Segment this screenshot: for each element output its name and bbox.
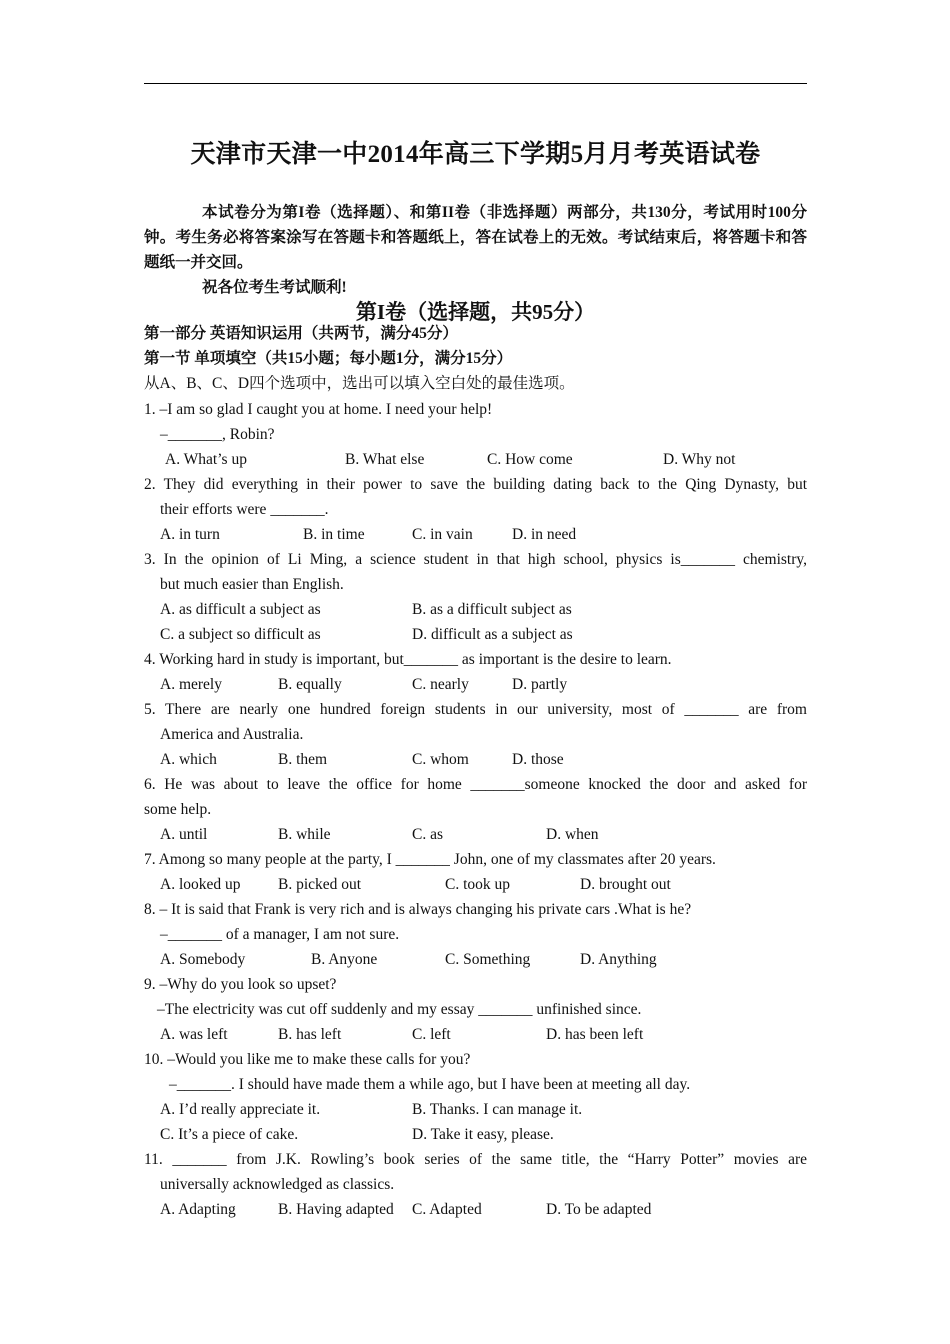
question-3-stem-cont: but much easier than English. <box>160 576 344 593</box>
question-9-option-b[interactable]: B. has left <box>278 1026 342 1043</box>
question-10-option-a[interactable]: A. I’d really appreciate it. <box>160 1101 321 1118</box>
question-6-stem: 6. He was about to leave the office for home _______someone knocked the door and asked for <box>144 776 807 793</box>
question-4-stem: 4. Working hard in study is important, but_______ as important is the desire to learn. <box>144 651 672 668</box>
question-5-option-b[interactable]: B. them <box>278 751 328 768</box>
question-11-option-d[interactable]: D. To be adapted <box>546 1201 652 1218</box>
header-rule <box>144 83 807 84</box>
question-4-option-c[interactable]: C. nearly <box>412 676 469 693</box>
question-5-option-a[interactable]: A. which <box>160 751 217 768</box>
question-4-option-d[interactable]: D. partly <box>512 676 568 693</box>
question-6-option-b[interactable]: B. while <box>278 826 331 843</box>
question-8-option-d[interactable]: D. Anything <box>580 951 657 968</box>
question-7-option-b[interactable]: B. picked out <box>278 876 362 893</box>
question-10-option-c[interactable]: C. It’s a piece of cake. <box>160 1126 299 1143</box>
question-4-option-a[interactable]: A. merely <box>160 676 222 693</box>
question-7-option-c[interactable]: C. took up <box>445 876 511 893</box>
question-11-option-c[interactable]: C. Adapted <box>412 1201 482 1218</box>
page-title: 天津市天津一中2014年高三下学期5月月考英语试卷 <box>190 141 761 168</box>
question-2-option-a[interactable]: A. in turn <box>160 526 220 543</box>
question-5-option-d[interactable]: D. those <box>512 751 564 768</box>
subsection-heading: 第一节 单项填空（共15小题；每小题1分，满分15分） <box>144 350 513 367</box>
question-6-stem-cont: some help. <box>144 801 212 818</box>
question-1-option-c[interactable]: C. How come <box>487 451 573 468</box>
question-11-option-b[interactable]: B. Having adapted <box>278 1201 394 1218</box>
question-9-option-c[interactable]: C. left <box>412 1026 451 1043</box>
question-5-stem: 5. There are nearly one hundred foreign students in our university, most of _______ are from <box>144 701 807 718</box>
instruction-text: 从A、B、C、D四个选项中，选出可以填入空白处的最佳选项。 <box>144 375 575 392</box>
question-4-option-b[interactable]: B. equally <box>278 676 342 693</box>
question-10-option-d[interactable]: D. Take it easy, please. <box>412 1126 554 1143</box>
question-6-option-c[interactable]: C. as <box>412 826 443 843</box>
question-8-stem: 8. – It is said that Frank is very rich and is always changing his private cars .What is he? <box>144 901 692 918</box>
question-5-option-c[interactable]: C. whom <box>412 751 469 768</box>
question-3-option-d[interactable]: D. difficult as a subject as <box>412 626 573 643</box>
question-8-option-c[interactable]: C. Something <box>445 951 531 968</box>
question-1-option-d[interactable]: D. Why not <box>663 451 736 468</box>
question-9-option-a[interactable]: A. was left <box>160 1026 228 1043</box>
question-2-option-c[interactable]: C. in vain <box>412 526 473 543</box>
intro-wish: 祝各位考生考试顺利! <box>202 279 347 296</box>
question-1-option-b[interactable]: B. What else <box>345 451 425 468</box>
question-2-stem: 2. They did everything in their power to save the building dating back to the Qing Dynasty, but <box>144 476 807 493</box>
question-2-option-d[interactable]: D. in need <box>512 526 577 543</box>
question-9-option-d[interactable]: D. has been left <box>546 1026 644 1043</box>
question-2-stem-cont: their efforts were _______. <box>160 501 329 518</box>
question-10-option-b[interactable]: B. Thanks. I can manage it. <box>412 1101 583 1118</box>
question-10-stem: 10. –Would you like me to make these calls for you? <box>144 1051 471 1068</box>
question-7-option-d[interactable]: D. brought out <box>580 876 671 893</box>
question-6-option-d[interactable]: D. when <box>546 826 599 843</box>
part-heading: 第一部分 英语知识运用（共两节，满分45分） <box>144 325 458 342</box>
question-8-option-b[interactable]: B. Anyone <box>311 951 378 968</box>
intro-paragraph: 本试卷分为第I卷（选择题）、和第II卷（非选择题）两部分，共130分，考试用时100分钟。考生务必将答案涂写在答题卡和答题纸上，答在试卷上的无效。考试结束后，将答题卡和答题纸一并交回。 <box>144 204 807 271</box>
question-11-option-a[interactable]: A. Adapting <box>160 1201 236 1218</box>
question-6-option-a[interactable]: A. until <box>160 826 208 843</box>
question-2-option-b[interactable]: B. in time <box>303 526 365 543</box>
section-title: 第I卷（选择题，共95分） <box>355 300 596 324</box>
question-3-stem: 3. In the opinion of Li Ming, a science student in that high school, physics is_______ chemistry, <box>144 551 807 568</box>
question-1-option-a[interactable]: A. What’s up <box>165 451 247 468</box>
exam-intro <box>144 200 807 300</box>
question-7-option-a[interactable]: A. looked up <box>160 876 241 893</box>
question-1-response: –_______, Robin? <box>160 426 275 443</box>
question-11-stem-cont: universally acknowledged as classics. <box>160 1176 395 1193</box>
question-5-stem-cont: America and Australia. <box>160 726 304 743</box>
question-1-stem: 1. –I am so glad I caught you at home. I need your help! <box>144 401 493 418</box>
question-3-option-c[interactable]: C. a subject so difficult as <box>160 626 321 643</box>
question-8-response: –_______ of a manager, I am not sure. <box>160 926 400 943</box>
question-11-stem: 11. _______ from J.K. Rowling’s book series of the same title, the “Harry Potter” movies are <box>144 1151 807 1168</box>
question-7-stem: 7. Among so many people at the party, I _______ John, one of my classmates after 20 years. <box>144 851 716 868</box>
question-9-response: –The electricity was cut off suddenly and my essay _______ unfinished since. <box>157 1001 642 1018</box>
question-3-option-b[interactable]: B. as a difficult subject as <box>412 601 572 618</box>
question-8-option-a[interactable]: A. Somebody <box>160 951 246 968</box>
question-3-option-a[interactable]: A. as difficult a subject as <box>160 601 321 618</box>
question-10-response: –_______. I should have made them a while ago, but I have been at meeting all day. <box>169 1076 691 1093</box>
question-9-stem: 9. –Why do you look so upset? <box>144 976 337 993</box>
